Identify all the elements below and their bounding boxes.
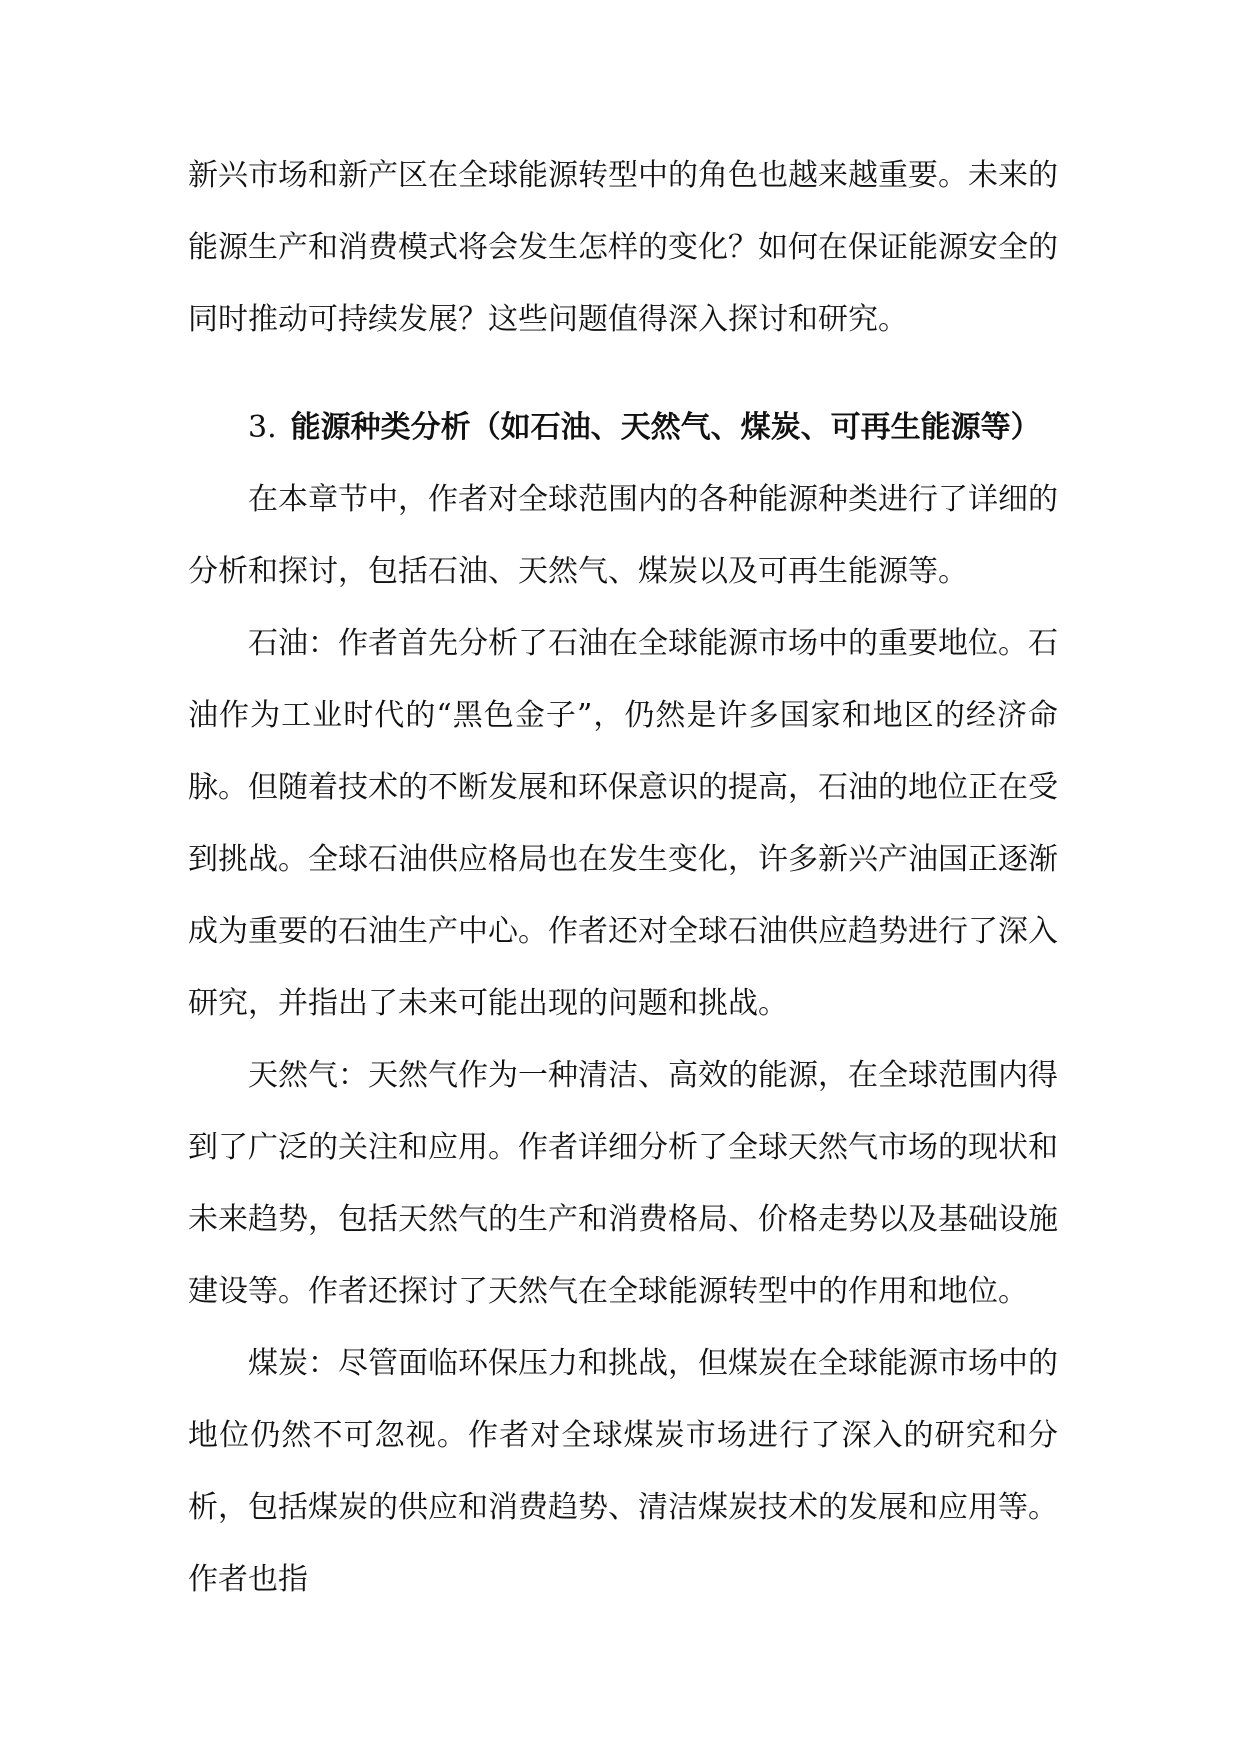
paragraph-overview: 在本章节中，作者对全球范围内的各种能源种类进行了详细的分析和探讨，包括石油、天然气、煤炭以及可再生能源等。 <box>188 482 1058 589</box>
section-heading <box>188 392 1058 464</box>
paragraph-coal: 煤炭：尽管面临环保压力和挑战，但煤炭在全球能源市场中的地位仍然不可忽视。作者对全球煤炭市场进行了深入的研究和分析，包括煤炭的供应和消费趋势、清洁煤炭技术的发展和应用等。作者也指 <box>188 1346 1058 1597</box>
paragraph-oil: 石油：作者首先分析了石油在全球能源市场中的重要地位。石油作为工业时代的“黑色金子”，仍然是许多国家和地区的经济命脉。但随着技术的不断发展和环保意识的提高，石油的地位正在受到挑战。全球石油供应格局也在发生变化，许多新兴产油国正逐渐成为重要的石油生产中心。作者还对全球石油供应趋势进行了深入研究，并指出了未来可能出现的问题和挑战。 <box>188 626 1058 1021</box>
paragraph-intro-continued: 新兴市场和新产区在全球能源转型中的角色也越来越重要。未来的能源生产和消费模式将会发生怎样的变化？如何在保证能源安全的同时推动可持续发展？这些问题值得深入探讨和研究。 <box>188 158 1058 337</box>
section-number: 3. <box>248 410 277 445</box>
page-content <box>188 140 1058 1616</box>
paragraph-gas: 天然气：天然气作为一种清洁、高效的能源，在全球范围内得到了广泛的关注和应用。作者详细分析了全球天然气市场的现状和未来趋势，包括天然气的生产和消费格局、价格走势以及基础设施建设等。作者还探讨了天然气在全球能源转型中的作用和地位。 <box>188 1058 1058 1309</box>
section-title: 能源种类分析（如石油、天然气、煤炭、可再生能源等） <box>290 410 1041 445</box>
